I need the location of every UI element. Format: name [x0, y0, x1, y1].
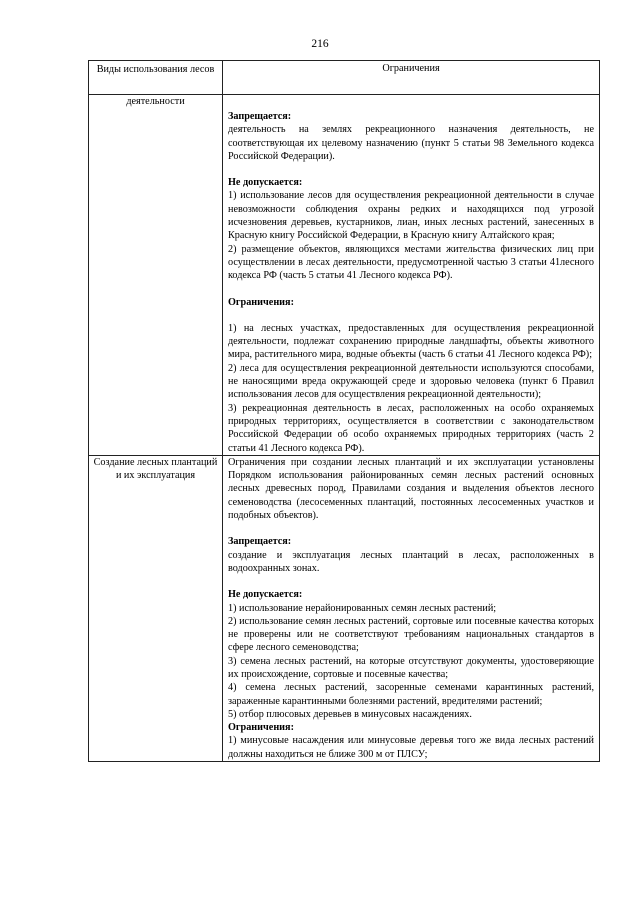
list-item: 5) отбор плюсовых деревьев в минусовых насаждениях.: [228, 708, 472, 720]
not-allowed-heading: Не допускается:: [228, 589, 303, 601]
restrictions-cell: [223, 455, 600, 761]
prohibited-text: деятельность на землях рекреационного назначения деятельность, не соответствующая их целевому назначению (пункт 5 статьи 98 Земельного кодекса Российской Федерации).: [228, 124, 594, 162]
intro-text: Ограничения при создании лесных плантаций и их эксплуатации установлены Порядком использования районированных семян лесных растений основных лесных древесных пород, Правилами создания и выделения объектов лесного семеноводства (лесосеменных плантаций, постоянных лесосеменных участков и подобных объектов).: [228, 456, 594, 522]
list-item: 2) использование семян лесных растений, сортовые или посевные качества которых не проверены или не соответствуют требованиям национальных стандартов в сфере лесного семеноводства;: [228, 615, 594, 654]
restrictions-cell: [223, 95, 600, 456]
restrictions-heading: Ограничения:: [228, 296, 294, 308]
usage-type-cell: деятельности: [89, 95, 223, 456]
prohibited-text: создание и эксплуатация лесных плантаций в лесах, расположенных в водоохранных зонах.: [228, 549, 594, 574]
table-row: [89, 455, 600, 761]
list-item: 3) семена лесных растений, на которые отсутствуют документы, удостоверяющие их происхождение, сортовые и посевные качества;: [228, 655, 594, 680]
header-usage-types: Виды использования лесов: [89, 61, 223, 95]
list-item: 3) рекреационная деятельность в лесах, расположенных на особо охраняемых природных территориях, осуществляется в соответствии с законодательством Российской Федерации об особо охраняемых природных территориях (часть 2 статьи 41 Лесного кодекса РФ).: [228, 402, 594, 454]
list-item: 1) минусовые насаждения или минусовые деревья того же вида лесных растений должны находиться не ближе 300 м от ПЛСУ;: [228, 735, 594, 760]
prohibited-heading: Запрещается:: [228, 111, 292, 122]
list-item: 1) использование нерайонированных семян лесных растений;: [228, 602, 497, 614]
usage-type-cell: Создание лесных плантаций и их эксплуатация: [89, 455, 223, 761]
table-row: [89, 95, 600, 456]
table-header-row: [89, 61, 600, 95]
restrictions-heading: Ограничения:: [228, 722, 294, 734]
list-item: 4) семена лесных растений, засоренные семенами карантинных растений, зараженные карантинными болезнями растений, вредителями растений;: [228, 682, 594, 707]
list-item: 2) леса для осуществления рекреационной деятельности используются способами, не наносящими вреда окружающей среде и здоровью человека (пункт 6 Правил использования лесов для осуществления рекреационной деятельности);: [228, 362, 594, 401]
list-item: 1) на лесных участках, предоставленных для осуществления рекреационной деятельности, подлежат сохранению природные ландшафты, объекты животного мира, растительного мира, водные объекты (часть 6 статьи 41 Лесного кодекса РФ);: [228, 322, 594, 361]
prohibited-heading: Запрещается:: [228, 536, 292, 548]
page-number: 216: [311, 38, 329, 50]
not-allowed-heading: Не допускается:: [228, 177, 303, 189]
list-item: 1) использование лесов для осуществления рекреационной деятельности в случае невозможности соблюдения охраны редких и находящихся под угрозой исчезновения деревьев, кустарников, лиан, иных лесных растений, занесенных в Красную книгу Российской Федерации, в Красную книгу Алтайского края;: [228, 190, 594, 242]
list-item: 2) размещение объектов, являющихся местами жительства физических лиц при осуществлении в лесах деятельности, предусмотренной частью 3 статьи 41лесного кодекса РФ (часть 5 статьи 41 Лесного кодекса РФ).: [228, 243, 594, 282]
header-restrictions: Ограничения: [223, 61, 600, 95]
restrictions-table: [88, 60, 600, 762]
